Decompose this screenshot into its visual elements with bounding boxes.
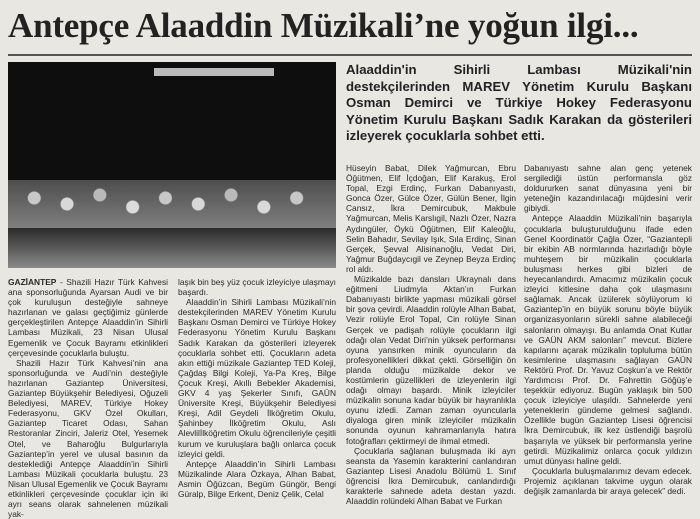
article-column-3: [346, 163, 516, 507]
paragraph: [8, 277, 168, 358]
stage-light: [154, 68, 274, 76]
stage-floor: [8, 228, 336, 268]
paragraph: Alaaddin’in Sihirli Lambası Müzikali’nin destekçilerinden MAREV Yönetim Kurulu Başkanı Osman Demirci ve Türkiye Hokey Federasyonu Yönetim Kurulu Başkanı Sadık Karakan da gösterileri izleyerek çocuklarla sohbet etti. Çocukların adeta akın ettiği müzikale Gaziantep TED Koleji, Çağdaş Bilgi Koleji, Ya-Pa Kreş, Bilge Çocuk Kreşi, Akıllı Bebekler Akademisi, GKV 4 yaş Şekerler Sınıfı, GAÜN Üniversite Kreşi, Büyükşehir Belediyesi Kreşi, Adil Geydeli İlköğretim Okulu, Şahinbey İlköğretim Okulu, Aslı Alevlilİlköğretim Okulu öğrencileriyle çeşitli kurum ve kuruluşlara bağlı onlarca çocuk izleyici geldi.: [178, 297, 336, 459]
paragraph: laşık bin beş yüz çocuk izleyiciye ulaşmayı başardı.: [178, 277, 336, 298]
article-column-4: [524, 163, 692, 496]
deck-summary: Alaaddin'in Sihirli Lambası Müzikali'nin destekçilerinden MAREV Yönetim Kurulu Başkanı Osman Demirci ve Türkiye Hokey Federasyonu Yönetim Kurulu Başkanı Sadık Karakan da gösterileri izleyerek çocuklarla sohbet etti.: [346, 62, 692, 144]
headline: Antepçe Alaaddin Müzikali’ne yoğun ilgi...: [8, 6, 639, 45]
article-column-2: [178, 277, 336, 499]
paragraph: Çocuklarla sağlanan buluşmada iki ayrı seansta da Yasemin karakterini canlandıran Gaziantep Lisesi Anadolu Bölümü 1. Sınıf öğrencisi İkra Demircubuk, canlandırdığı karakterle sahnede adeta destan yazdı. Alaaddin rolündeki Alhan Babat ve Furkan: [346, 445, 516, 507]
paragraph: Shazili Hazır Türk Kahvesi’nin ana sponsorluğunda ve Audi’nin desteğiyle hazırlanan Gaziantep Üniversitesi, Gaziantep Büyükşehir Belediyesi, Oğuzeli Belediyesi, MAREV, Türkiye Hokey Federasyonu, GKV Özel Okulları, Gaziantep Ticaret Odası, Sahan Restoranlar Zinciri, Jaleriz Otel, Yesemek Otel, ve Baharoğlu Bulgurlarıyla Gaziantep’in yerel ve ulusal basının da desteklediği Antepçe Alaaddin’in Sihirli Lambası Müzikali çocuklarla buluştu. 23 Nisan Ulusal Egemenlik ve Çocuk Bayramı etkinlikleri çerçevesinde çocuklar için iki ayrı seans olarak sahnelenen müzikali yak-: [8, 357, 168, 519]
paragraph: Çocuklarla buluşmalarımız devam edecek. Projemiz açıklanan takvime uygun olarak değişik zamanlarda bir araya gelecek” dedi.: [524, 465, 692, 496]
headline-rule: [8, 54, 692, 56]
paragraph: Antepçe Alaaddin Müzikali’nin başarıyla çocuklarla buluşturulduğunu ifade eden Genel Koordinatör Çağla Özer, “Gaziantepli bir ekibin AB normlarında hazırladığı böyle muhteşem bir müzikalin çocuklarla buluşması herkes gibi bizleri de heyecanlandırdı. Amacımız müzikalin çocuk izleyici kitlesine daha çok ulaşmasını sağlamak. Ancak üzülerek söylüyorum ki Gaziantep’in en büyük sorunu böyle büyük organizasyonların sürekli sahne alabileceği salonların olmayışı. Bu anlamda Onat Kutlar ve GAÜN AKM salonları” mevcut. Bizlere kapılarını açarak müzikalin topluluma bütün kesimlerine ulaşmasını sağlayan GAÜN Rektörü Prof. Dr. Yavuz Coşkun’a ve Rektör Yardımcısı Prof. Dr. Fahrettin Göğüş’e teşekkür ediyoruz. Bugün yaklaşık bin 500 çocuk izleyiciye ulaşıldı. Sahnelerde yeni yeteneklerin gündeme gelmesi sağlandı. Özellikle bugün Gaziantep Lisesi öğrencisi İkra Demircubuk, ilk kez üstlendiği başrolü başarıyla ve yüksek bir performansla yerine getirdi. Müzikalimiz onlarca çocuk yıldızın umut dünyası haline geldi.: [524, 213, 692, 466]
event-photo: [8, 62, 336, 268]
paragraph-text: - Shazili Hazır Türk Kahvesi ana sponsorluğunda Ayarsan Audi ve bir çok kuruluşun desteğiyle sahneye hazırlanan ve galası geçtiğimiz günlerde gerçekleştirilen Antepçe Alaaddin’in Sihirli Lambası Müzikali, 23 Nisan Ulusal Egemenlik ve Çocuk Bayramı etkinlikleri çerçevesinde çocuklarla buluştu.: [8, 277, 169, 358]
paragraph: Dabanıyastı sahne alan genç yetenek sergilediği üstün performansla göz doldururken sanat dünyasına yeni bir yeteneğin kazandırılacağı müjdesini verir gibiydi.: [524, 163, 692, 214]
paragraph: Antepçe Alaaddin’in Sihirli Lambası Müzikalinde Alara Özkaya, Alhan Babat, Asmin Öğüzcan, Begüm Güngör, Bengi Güralp, Bilge Erkent, Deniz Çelik, Celal: [178, 458, 336, 499]
article-column-1: [8, 277, 169, 519]
paragraph: Hüseyin Babat, Dilek Yağmurcan, Ebru Öğütmen, Elif İçdoğan, Elif Karakuş, Erol Topal, Ezgi Erdinç, Furkan Dabanıyastı, Gonca Özer, Gülce Özer, Gülün Bener, İlgin Cansız, İkra Demircubuk, Makbule Yağmurcan, Melis Karslıgil, Nazlı Özer, Nazra Aydıngüler, Öykü Öğütmen, Elif Kaleoğlu, Selin Bahadır, Sevilay Işık, Sıla Erdinç, Sinan Gerçek, Şevval Alisinanoğlu, Vedat Diri, Yağmur Buğdaycıgil ve Zeynep Beyza Erdinç rol aldı.: [346, 163, 516, 274]
dateline: GAZİANTEP: [8, 277, 57, 287]
paragraph: Müzikalde bazı dansları Ukraynalı dans eğitmeni Liudmyla Aktan’ın Furkan Dabanıyastı birlikte yapması müzikali görsel bir şova çevirdi. Alaaddin rolüyle Alhan Babat, Vezir rolüyle Erol Topal, Cin rolüyle Sinan Gerçek ve padişah rolüyle çocukların ilgi odağı olan Vedat Diri’nin yüksek performansı oyuna yansırken minik oyuncuların da profesyonellikleri dikkat çekti. Görselliğin ön planda olduğu müzikalde dekor ve kostümlerin güzellikleri de izleyenlerin ilgi odağı olmayı başardı. Minik izleyiciler müzikalin sonuna kadar büyük bir hayranlıkla oyunu izledi. Zaman zaman oyuncularla diyaloga giren minik izleyiciler müzikalin sonunda oyunun kahramanlarıyla hatıra fotoğrafları çektirmeyi de ihmal etmedi.: [346, 274, 516, 446]
